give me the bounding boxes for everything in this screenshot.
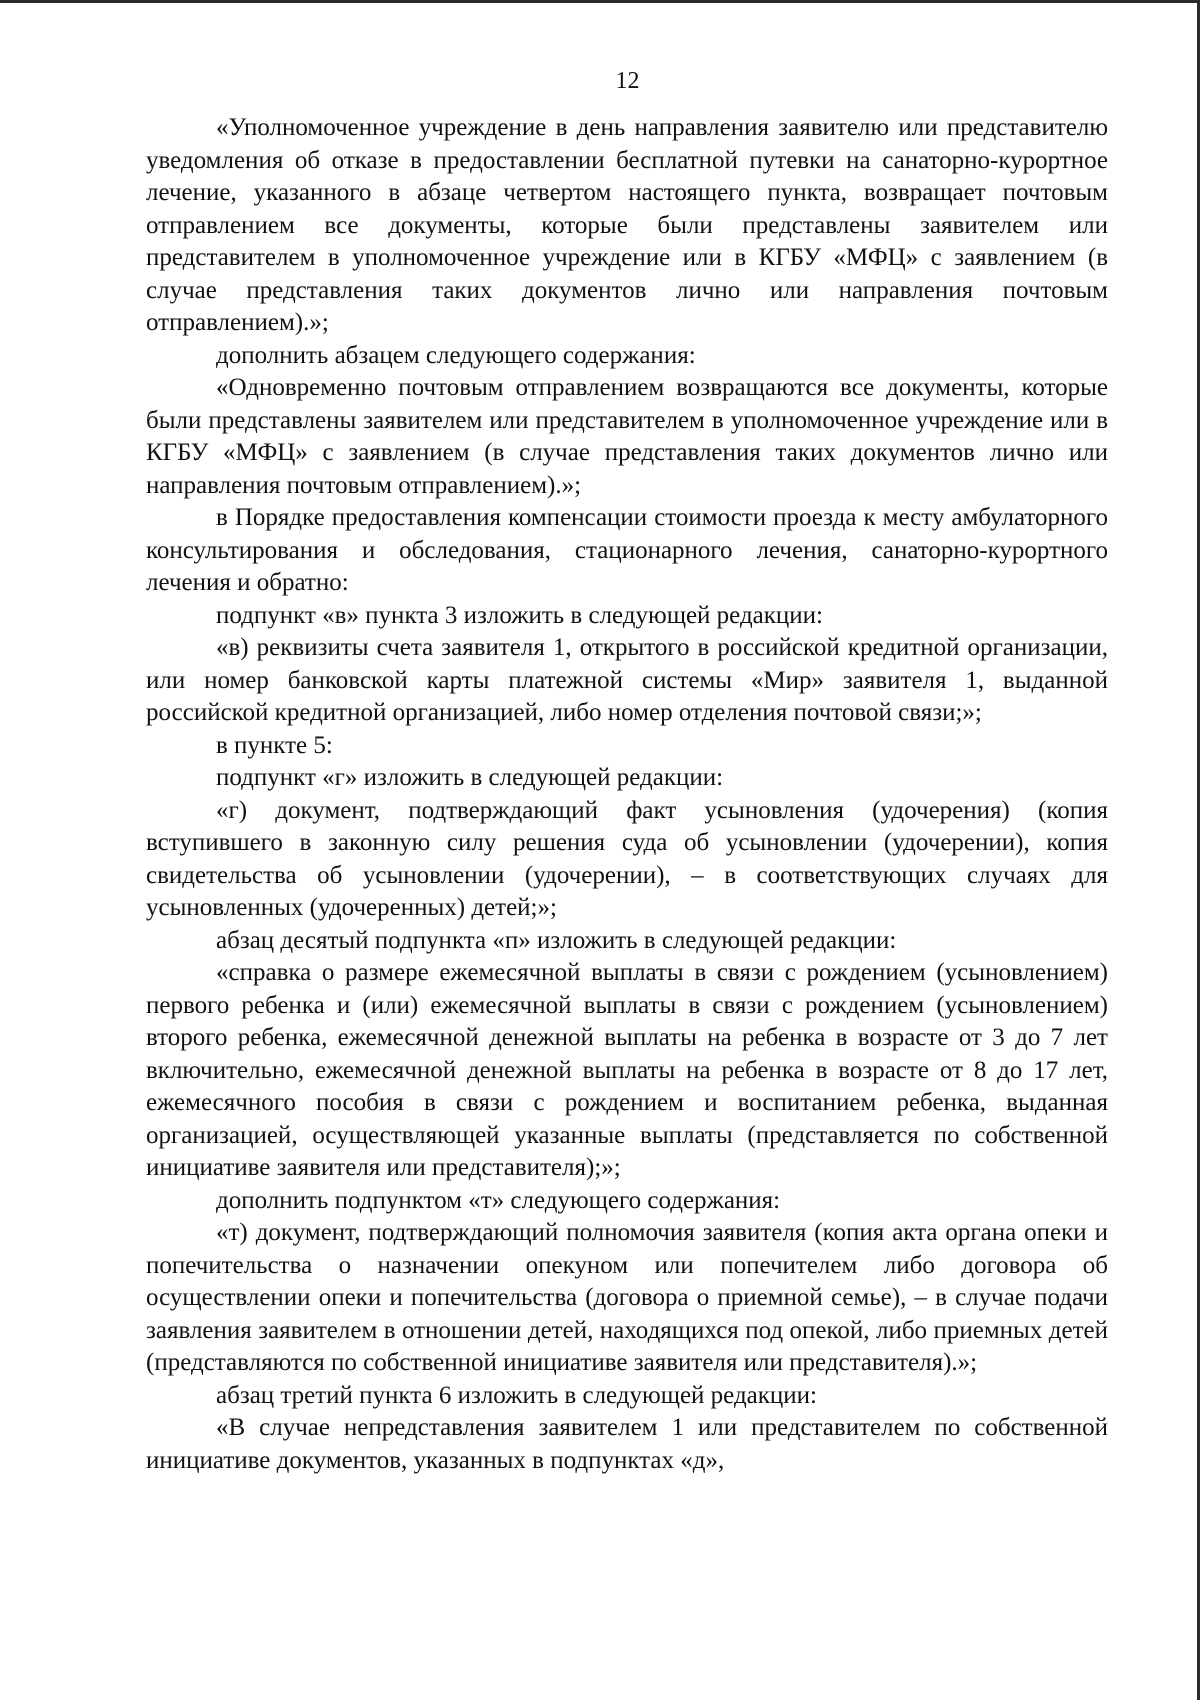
paragraph-subclause-p-text: «справка о размере ежемесячной выплаты в связи с рождением (усыновлением) первого ребенка и (или) ежемесячной выплаты в связи с рождением (усыновлением) второго ребенка, ежемесячной денежной выплаты на ребенка в возрасте от 3 до 7 лет включительно, ежемесячной денежной выплаты на ребенка в возрасте от 8 до 17 лет, ежемесячного пособия в связи с рождением и воспитанием ребенка, выданная организацией, осуществляющей указанные выплаты (представляется по собственной инициативе заявителя или представителя);»; bbox=[146, 959, 1108, 1181]
paragraph-point-6-instruction: абзац третий пункта 6 изложить в следующей редакции: bbox=[216, 1381, 817, 1409]
page-top-edge bbox=[0, 0, 1200, 3]
paragraph-subclause-t-text: «т) документ, подтверждающий полномочия заявителя (копия акта органа опеки и попечительства о назначении опекуном или попечителем либо договора об осуществлении опеки и попечительства (договора о приемной семье), – в случае подачи заявления заявителем в отношении детей, находящихся под опекой, либо приемных детей (представляются по собственной инициативе заявителя или представителя).»; bbox=[146, 1219, 1108, 1376]
paragraph-subclause-t-instruction: дополнить подпунктом «т» следующего содержания: bbox=[216, 1186, 781, 1214]
paragraph-point-6-text: «В случае непредставления заявителем 1 или представителем по собственной инициативе документов, указанных в подпунктах «д», bbox=[146, 1414, 1108, 1474]
paragraph-simultaneous-return: «Одновременно почтовым отправлением возвращаются все документы, которые были представлены заявителем или представителем в уполномоченное учреждение или в КГБУ «МФЦ» с заявлением (в случае представления таких документов лично или направления почтовым отправлением).»; bbox=[146, 374, 1108, 499]
paragraph-subclause-v-instruction: подпункт «в» пункта 3 изложить в следующей редакции: bbox=[216, 601, 823, 629]
paragraph-subclause-v-text: «в) реквизиты счета заявителя 1, открытого в российской кредитной организации, или номер банковской карты платежной системы «Мир» заявителя 1, выданной российской кредитной организацией, либо номер отделения почтовой связи;»; bbox=[146, 634, 1108, 726]
paragraph-subclause-g-text: «г) документ, подтверждающий факт усыновления (удочерения) (копия вступившего в законную силу решения суда об усыновлении (удочерении), копия свидетельства об усыновлении (удочерении), – в соответствующих случаях для усыновленных (удочеренных) детей;»; bbox=[146, 796, 1108, 921]
paragraph-point-5: в пункте 5: bbox=[216, 731, 333, 759]
paragraph-compensation-procedure: в Порядке предоставления компенсации стоимости проезда к месту амбулаторного консультирования и обследования, стационарного лечения, санаторно-курортного лечения и обратно: bbox=[146, 504, 1108, 596]
paragraph-add-clause: дополнить абзацем следующего содержания: bbox=[216, 341, 696, 369]
page-number: 12 bbox=[615, 68, 640, 94]
document-body bbox=[146, 112, 1108, 1477]
paragraph-subclause-g-instruction: подпункт «г» изложить в следующей редакции: bbox=[216, 764, 724, 791]
paragraph-subclause-p-instruction: абзац десятый подпункта «п» изложить в следующей редакции: bbox=[216, 926, 897, 954]
paragraph-refund-on-refusal: «Уполномоченное учреждение в день направления заявителю или представителю уведомления об отказе в предоставлении бесплатной путевки на санаторно-курортное лечение, указанного в абзаце четвертом настоящего пункта, возвращает почтовым отправлением все документы, которые были представлены заявителем или представителем в уполномоченное учреждение или в КГБУ «МФЦ» с заявлением (в случае представления таких документов лично или направления почтовым отправлением).»; bbox=[146, 114, 1108, 336]
